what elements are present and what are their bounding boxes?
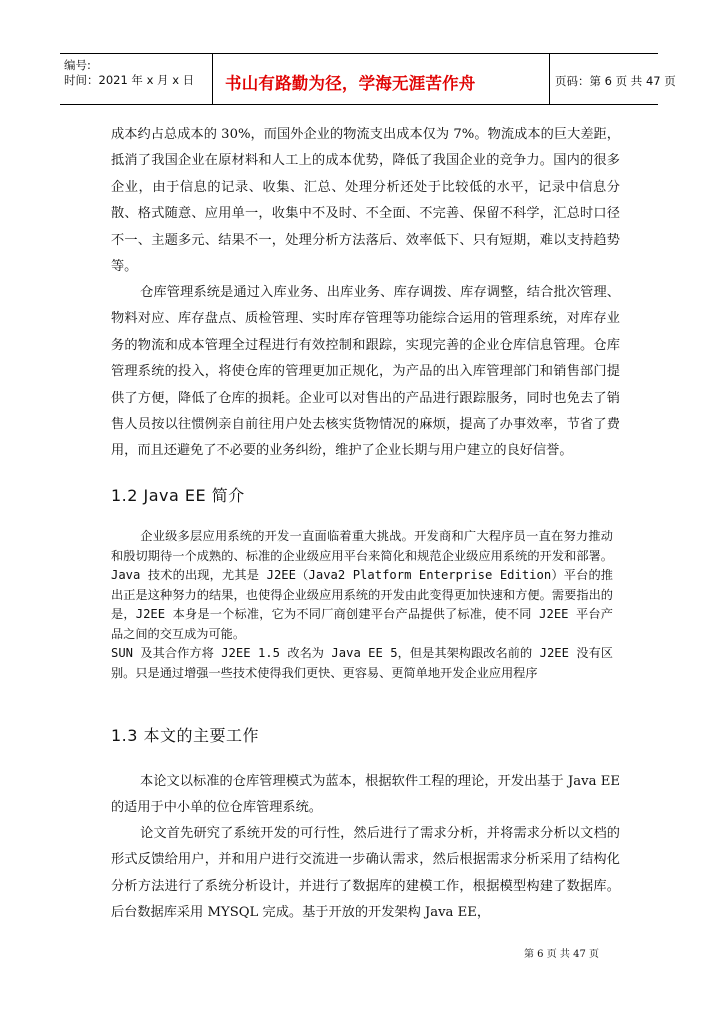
section-heading-1-2: 1.2 Java EE 简介	[111, 486, 245, 505]
page-info: 页码：第 6 页 共 47 页	[555, 74, 676, 88]
header-page-cell	[549, 54, 676, 104]
paragraph-method	[111, 821, 620, 927]
motto-text: 书山有路勤为径，学海无涯苦作舟	[225, 74, 476, 93]
paragraph-main-work	[111, 769, 620, 822]
header-meta-cell	[60, 54, 213, 104]
paragraph-javaee-intro-text: 企业级多层应用系统的开发一直面临着重大挑战。开发商和广大程序员一直在努力推动和殷切期待一个成熟的、标准的企业级应用平台来简化和规范企业级应用系统的开发和部署。Java 技术的出现，尤其是 J2EE（Java2 Platform Enterprise Edition）平台的推出正是这种努力的结果，也使得企业级应用系统的开发由此变得更加快速和方便。需要指出的是，J2EE 本身是一个标准，它为不同厂商创建平台产品提供了标准，使不同 J2EE 平台产品之间的交互成为可能。	[111, 529, 613, 641]
section-heading-1-3: 1.3 本文的主要工作	[111, 726, 260, 745]
paragraph-javaee-rename	[111, 644, 613, 683]
page-footer: 第 6 页 共 47 页	[524, 949, 599, 960]
paragraph-cost-text: 成本约占总成本的 30%，而国外企业的物流支出成本仅为 7%。物流成本的巨大差距，抵消了我国企业在原材料和人工上的成本优势，降低了我国企业的竞争力。国内的很多企业，由于信息的记录、收集、汇总、处理分析还处于比较低的水平，记录中信息分散、格式随意、应用单一，收集中不及时、不全面、不完善、保留不科学，汇总时口径不一、主题多元、结果不一，处理分析方法落后、效率低下、只有短期，难以支持趋势等。	[111, 127, 620, 275]
paragraph-wms	[111, 280, 620, 465]
paragraph-method-text: 论文首先研究了系统开发的可行性，然后进行了需求分析，并将需求分析以文档的形式反馈给用户，并和用户进行交流进一步确认需求，然后根据需求分析采用了结构化分析方法进行了系统分析设计，并进行了数据库的建模工作，根据模型构建了数据库。后台数据库采用 MYSQL 完成。基于开放的开发架构 Java EE，	[111, 826, 620, 921]
paragraph-main-work-text: 本论文以标准的仓库管理模式为蓝本，根据软件工程的理论，开发出基于 Java EE 的适用于中小单的位仓库管理系统。	[111, 774, 620, 816]
page-header	[60, 53, 676, 105]
time-label: 时间：2021 年 x 月 x 日	[64, 73, 195, 87]
paragraph-javaee-rename-text: SUN 及其合作方将 J2EE 1.5 改名为 Java EE 5，但是其架构跟改名前的 J2EE 没有区别。只是通过增强一些技术使得我们更快、更容易、更简单地开发企业应用程序	[111, 646, 613, 680]
header-motto-cell	[212, 54, 550, 104]
paragraph-javaee-intro	[111, 527, 613, 644]
paragraph-cost	[111, 122, 620, 280]
number-label: 编号:	[64, 58, 91, 72]
paragraph-wms-text: 仓库管理系统是通过入库业务、出库业务、库存调拨、库存调整，结合批次管理、物料对应、库存盘点、质检管理、实时库存管理等功能综合运用的管理系统，对库存业务的物流和成本管理全过程进行有效控制和跟踪，实现完善的企业仓库信息管理。仓库管理系统的投入，将使仓库的管理更加正规化，为产品的出入库管理部门和销售部门提供了方便，降低了仓库的损耗。企业可以对售出的产品进行跟踪服务，同时也免去了销售人员按以往惯例亲自前往用户处去核实货物情况的麻烦，提高了办事效率，节省了费用，而且还避免了不必要的业务纠纷，维护了企业长期与用户建立的良好信誉。	[111, 285, 620, 459]
